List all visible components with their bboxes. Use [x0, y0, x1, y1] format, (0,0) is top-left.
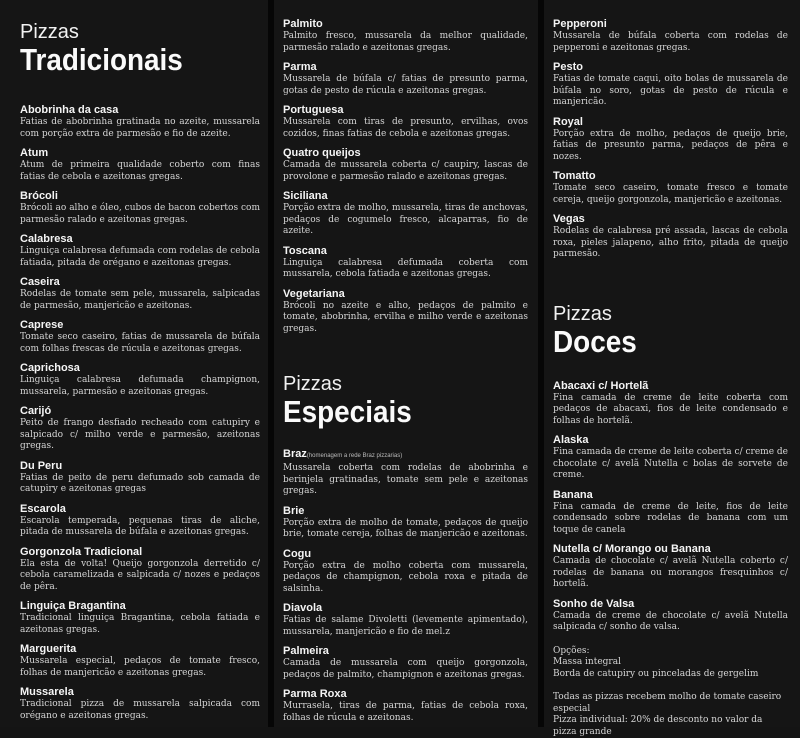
- menu-item-name: [283, 505, 528, 518]
- menu-item-name: [20, 104, 260, 117]
- menu-item-description: Tradicional linguiça Bragantina, cebola fatiada e azeitonas gregas.: [20, 613, 260, 635]
- menu-item: [283, 147, 528, 183]
- menu-item-description: Brócoli ao alho e óleo, cubos de bacon cobertos com parmesão ralado e azeitonas gregas.: [20, 203, 260, 225]
- menu-item-description: Ela esta de volta! Queijo gorgonzola derretido c/ cebola caramelizada e salpicada c/ nozes e pedaços de pêra.: [20, 558, 260, 592]
- menu-item-name: [283, 645, 528, 658]
- menu-item-name: [20, 147, 260, 160]
- menu-item: [20, 503, 260, 539]
- menu-item-name: [20, 503, 260, 516]
- option-item: Borda de catupiry ou pinceladas de gergelim: [553, 668, 759, 679]
- menu-item-name: [553, 380, 788, 393]
- menu-item-description: Fina camada de creme de leite coberta com pedaços de abacaxi, fios de leite condensado e folhas de hortelã.: [553, 392, 788, 426]
- menu-item-name-text: Royal: [553, 115, 583, 128]
- menu-item-description: Fatias de peito de peru defumado sob camada de catupiry e azeitonas gregas: [20, 472, 260, 494]
- menu-item: [283, 190, 528, 238]
- menu-item: [283, 245, 528, 281]
- menu-item-name-text: Parma: [283, 61, 317, 73]
- menu-item-description: Porção extra de molho, pedaços de queijo brie, fatias de presunto parma, pedaços de pêra e nozes.: [553, 128, 788, 162]
- menu-item-name-text: Atum: [20, 147, 49, 159]
- menu-item-description: Porção extra de molho coberta com mussarela, pedaços de champignon, cebola roxa e pitada de salsinha.: [283, 560, 528, 594]
- menu-item-name-text: Vegetariana: [283, 287, 345, 300]
- menu-item-description: Mussarela especial, pedaços de tomate fresco, folhas de manjericão e azeitonas gregas.: [20, 656, 260, 678]
- menu-item-name-text: Nutella c/ Morango ou Banana: [553, 543, 711, 555]
- menu-item-name-text: Pesto: [553, 61, 583, 73]
- options-block: [553, 646, 788, 681]
- column-especiais: [283, 0, 528, 731]
- menu-item: [283, 505, 528, 541]
- menu-item: [20, 147, 260, 183]
- menu-item: [553, 543, 788, 591]
- menu-item: [20, 190, 260, 226]
- menu-item-description: Mussarela de búfala c/ fatias de presunto parma, gotas de pesto de rúcula e azeitonas gregas.: [283, 74, 528, 96]
- menu-item-description: Linguiça calabresa defumada coberta com mussarela, cebola fatiada e azeitonas gregas.: [283, 257, 528, 279]
- menu-item-description: Rodelas de calabresa pré assada, lascas de cebola roxa, pieles jalapeno, alho frito, pitada de queijo parmesão.: [553, 226, 788, 259]
- menu-item-name-text: Sonho de Valsa: [553, 597, 635, 610]
- menu-item-description: Fatias de abobrinha gratinada no azeite, mussarela com porção extra de parmesão e fio de azeite.: [20, 117, 260, 139]
- menu-item: [283, 602, 528, 638]
- menu-item-name-text: Parma Roxa: [283, 688, 347, 700]
- menu-item: [283, 645, 528, 681]
- menu-item-name: [20, 405, 260, 418]
- menu-item-name-text: Abacaxi c/ Hortelã: [553, 379, 649, 392]
- footnote-discount: Pizza individual: 20% de desconto no valor da pizza grande: [553, 715, 763, 737]
- menu-item-name-text: Toscana: [283, 244, 327, 257]
- pizza-list-continued-especiais: [553, 18, 788, 261]
- menu-item-name-text: Escarola: [20, 502, 66, 515]
- menu-item: [553, 380, 788, 428]
- menu-item-name: [283, 688, 528, 701]
- column-tradicionais: [20, 0, 260, 729]
- menu-item-description: Tomate seco caseiro, fatias de mussarela de búfala com folhas frescas de rúcula e azeitonas gregas.: [20, 332, 260, 354]
- menu-item-name: [553, 598, 788, 611]
- menu-item: [283, 688, 528, 724]
- menu-item-description: Fatias de tomate caqui, oito bolas de mussarela de búfala no soro, gotas de pesto de rúcula e manjericão.: [553, 74, 788, 107]
- menu-item-name: [553, 543, 788, 556]
- menu-item-name-text: Caseira: [20, 276, 60, 288]
- section-subtitle: Pizzas: [20, 21, 79, 43]
- menu-item-name-text: Banana: [553, 488, 593, 501]
- menu-item-name: [20, 362, 260, 375]
- menu-item-name-text: Alaska: [553, 434, 589, 446]
- menu-item-name: [553, 489, 788, 502]
- menu-item: [283, 18, 528, 54]
- menu-item-description: Escarola temperada, pequenas tiras de aliche, pitada de mussarela de búfala e azeitonas gregas.: [20, 515, 260, 537]
- menu-item-name-text: Cogu: [283, 547, 312, 560]
- menu-item-name-text: Caprese: [20, 319, 64, 331]
- menu-item-name: [283, 448, 528, 463]
- menu-item: [553, 116, 788, 164]
- menu-item-name-text: Pepperoni: [553, 18, 607, 30]
- menu-item-name-text: Abobrinha da casa: [20, 104, 119, 116]
- menu-item-description: Mussarela de búfala coberta com rodelas de pepperoni e azeitonas gregas.: [553, 31, 788, 53]
- menu-item-description: Mussarela coberta com rodelas de abobrinha e berinjela gratinadas, tomate sem pele e azeitonas gregas.: [283, 463, 528, 496]
- menu-item-description: Linguiça calabresa defumada com rodelas de cebola fatiada, pitada de orégano e azeitonas gregas.: [20, 246, 260, 268]
- menu-item-name: [553, 18, 788, 31]
- menu-item: [553, 170, 788, 206]
- menu-item: [553, 434, 788, 482]
- menu-item-name: [283, 104, 528, 117]
- menu-item: [553, 61, 788, 109]
- menu-item-name-text: Calabresa: [20, 233, 73, 245]
- footnotes: [553, 692, 788, 738]
- menu-item: [20, 405, 260, 453]
- menu-item-name-text: Braz: [283, 448, 307, 460]
- menu-item-name-text: Palmeira: [283, 645, 329, 657]
- option-item: Massa integral: [553, 657, 621, 667]
- menu-item-name: [553, 116, 788, 129]
- menu-item: [553, 489, 788, 537]
- menu-item-name: [283, 61, 528, 74]
- menu-item-description: Porção extra de molho, mussarela, tiras de anchovas, pedaços de cogumelo fresco, alcaparras, fio de azeite.: [283, 203, 528, 236]
- menu-item: [20, 600, 260, 636]
- pizza-list-especiais: [283, 448, 528, 724]
- menu-item: [20, 362, 260, 398]
- menu-item-name: [553, 170, 788, 183]
- menu-item-name-text: Marguerita: [20, 643, 77, 655]
- column-divider: [268, 0, 274, 727]
- menu-item-name: [20, 460, 260, 473]
- menu-item-name: [20, 686, 260, 699]
- section-subtitle: Pizzas: [553, 302, 612, 325]
- menu-item-name: [20, 643, 260, 656]
- menu-item-name: [283, 18, 528, 31]
- section-subtitle: Pizzas: [283, 373, 342, 395]
- menu-item-description: Mussarela com tiras de presunto, ervilhas, ovos cozidos, finas fatias de cebola e azeitonas gregas.: [283, 117, 528, 139]
- menu-item-name-text: Siciliana: [283, 190, 328, 202]
- menu-item-name: [20, 319, 260, 332]
- menu-item-name-text: Gorgonzola Tradicional: [20, 545, 143, 558]
- menu-item-description: Linguiça calabresa defumada champignon, mussarela, parmesão e azeitonas gregas.: [20, 375, 260, 397]
- menu-item-name: [283, 288, 528, 301]
- menu-item: [20, 643, 260, 679]
- menu-item-description: Fina camada de creme de leite coberta c/ creme de chocolate c/ avelã Nutella c bolas de sorvete de creme.: [553, 447, 788, 480]
- menu-item-name-text: Caprichosa: [20, 362, 80, 374]
- menu-item-name: [553, 61, 788, 74]
- menu-item-name-text: Diavola: [283, 602, 323, 614]
- menu-item-name-text: Portuguesa: [283, 104, 344, 116]
- menu-item-description: Fina camada de creme de leite, fios de leite condensado sobre rodelas de banana com um toque de canela: [553, 501, 788, 535]
- menu-item-description: Tomate seco caseiro, tomate fresco e tomate cereja, queijo gorgonzola, manjericão e azeitonas.: [553, 183, 788, 205]
- menu-item-name-text: Quatro queijos: [283, 147, 361, 159]
- menu-item-name: [20, 600, 260, 613]
- menu-item-name-text: Brie: [283, 504, 305, 517]
- menu-item: [20, 546, 260, 594]
- menu-item: [283, 448, 528, 498]
- menu-item-name-text: Mussarela: [20, 686, 74, 698]
- menu-item: [553, 213, 788, 261]
- menu-item-name: [553, 213, 788, 226]
- pizza-list-continued: [283, 18, 528, 335]
- menu-item-name-text: Tomatto: [553, 170, 596, 182]
- menu-item: [20, 233, 260, 269]
- menu-item-name: [283, 548, 528, 561]
- pizza-list-tradicionais: [20, 104, 260, 722]
- menu-item: [283, 61, 528, 97]
- menu-item-description: Camada de chocolate c/ avelã Nutella coberto c/ rodelas de banana ou morangos fresquinhos c/ hortelã.: [553, 556, 788, 589]
- menu-item: [20, 460, 260, 496]
- menu-item-description: Atum de primeira qualidade coberto com finas fatias de cebola e azeitonas gregas.: [20, 160, 260, 182]
- menu-item-name-text: Carijó: [20, 405, 52, 417]
- footnote-sauce: Todas as pizzas recebem molho de tomate caseiro especial: [553, 692, 782, 714]
- menu-item-description: Rodelas de tomate sem pele, mussarela, salpicadas de parmesão, manjericão e azeitonas.: [20, 289, 260, 311]
- menu-item-name-text: Linguiça Bragantina: [20, 600, 126, 612]
- menu-item-description: Brócoli no azeite e alho, pedaços de palmito e tomate, abobrinha, ervilha e milho verde e azeitonas gregas.: [283, 300, 528, 334]
- menu-item-description: Peito de frango desfiado recheado com catupiry e salpicado c/ milho verde e parmesão, azeitonas gregas.: [20, 418, 260, 451]
- menu-item-description: Camada de mussarela coberta c/ caupiry, lascas de provolone e parmesão ralado e azeitonas gregas.: [283, 160, 528, 182]
- menu-item-description: Fatias de salame Divoletti (levemente apimentado), mussarela, manjericão e fio de mel.z: [283, 615, 528, 637]
- menu-item-name: [20, 190, 260, 203]
- section-title-especiais: Especiais: [283, 394, 412, 429]
- menu-item-name: [20, 546, 260, 559]
- menu-item: [283, 104, 528, 140]
- menu-item-name: [553, 434, 788, 447]
- menu-item-name: [20, 276, 260, 289]
- column-doces: [553, 0, 788, 738]
- menu-item-name: [283, 147, 528, 160]
- menu-item: [553, 598, 788, 634]
- options-title: Opções:: [553, 645, 590, 656]
- menu-item-name: [283, 245, 528, 258]
- menu-item: [283, 548, 528, 596]
- menu-item-name: [283, 190, 528, 203]
- menu-item-description: Tradicional pizza de mussarela salpicada com orégano e azeitonas gregas.: [20, 699, 260, 721]
- column-divider: [538, 0, 544, 727]
- menu-item: [20, 686, 260, 722]
- menu-item-description: Palmito fresco, mussarela da melhor qualidade, parmesão ralado e azeitonas gregas.: [283, 31, 528, 53]
- pizza-list-doces: [553, 380, 788, 634]
- section-title-tradicionais: Tradicionais: [20, 42, 183, 77]
- menu-item: [283, 288, 528, 336]
- menu-item: [20, 319, 260, 355]
- menu-item-name-text: Vegas: [553, 213, 585, 225]
- menu-item-name-text: Brócoli: [20, 190, 58, 202]
- menu-item-name: [20, 233, 260, 246]
- menu-item-description: Camada de mussarela com queijo gorgonzola, pedaços de palmito, champignon e azeitonas gregas.: [283, 658, 528, 680]
- menu-item-description: Porção extra de molho de tomate, pedaços de queijo brie, tomate cereja, folhas de manjericão e azeitonas.: [283, 517, 528, 539]
- section-title-doces: Doces: [553, 323, 637, 359]
- menu-item: [20, 276, 260, 312]
- menu-item: [553, 18, 788, 54]
- menu-item-description: Murrasela, tiras de parma, fatias de cebola roxa, folhas de rúcula e azeitonas.: [283, 701, 528, 723]
- menu-item: [20, 104, 260, 140]
- menu-item-name-text: Palmito: [283, 18, 323, 30]
- menu-item-name-text: Du Peru: [20, 459, 63, 472]
- menu-item-description: Camada de creme de chocolate c/ avelã Nutella salpicada c/ sonho de valsa.: [553, 610, 788, 632]
- menu-item-note: (homenagem a rede Braz pizzarias): [306, 453, 403, 459]
- menu-item-name: [283, 602, 528, 615]
